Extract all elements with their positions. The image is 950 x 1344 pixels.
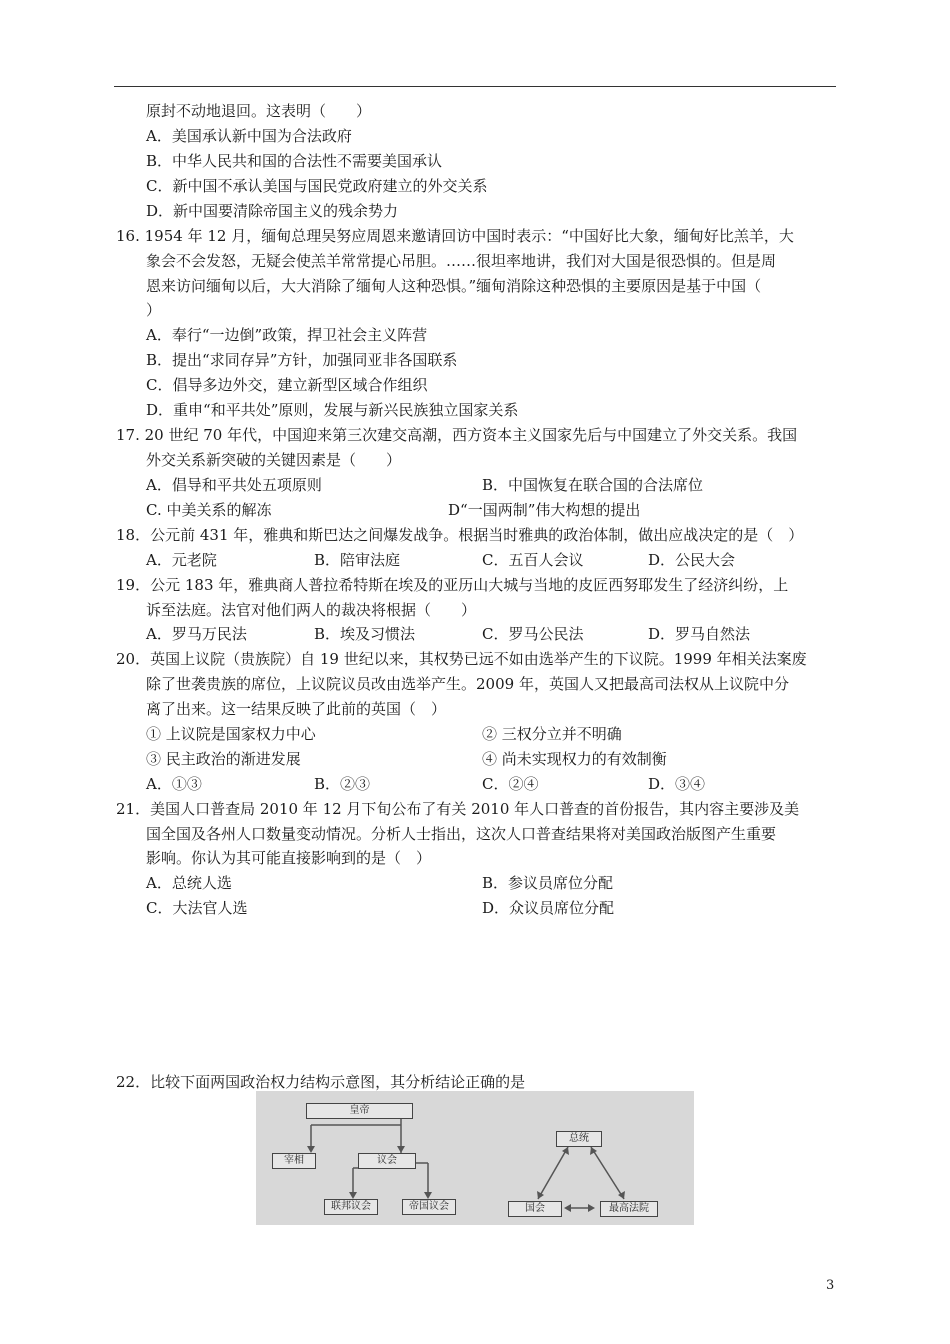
q15-stem: 原封不动地退回。这表明（ ）	[146, 102, 372, 120]
q16-stem-1: 16. 1954 年 12 月，缅甸总理吴努应周恩来邀请回访中国时表示：“中国好比大象，缅甸好比羔羊，大	[116, 227, 794, 245]
q21-option-c: C．大法官人选	[146, 899, 248, 917]
q21-stem-2: 国全国及各州人口数量变动情况。分析人士指出，这次人口普查结果将对美国政治版图产生重要	[146, 825, 777, 843]
q18-option-b: B．陪审法庭	[314, 551, 401, 569]
q19-option-b: B．埃及习惯法	[314, 625, 416, 643]
q16-stem-3: 恩来访问缅甸以后，大大消除了缅甸人这种恐惧。”缅甸消除这种恐惧的主要原因是基于中国（	[146, 277, 762, 295]
q17-option-b: B．中国恢复在联合国的合法席位	[482, 476, 704, 494]
q17-stem-1: 17. 20 世纪 70 年代，中国迎来第三次建交高潮，西方资本主义国家先后与中国建立了外交关系。我国	[116, 426, 798, 444]
q22-stem: 22．比较下面两国政治权力结构示意图，其分析结论正确的是	[116, 1073, 526, 1091]
q16-option-c: C．倡导多边外交，建立新型区域合作组织	[146, 376, 428, 394]
power-structure-diagram	[256, 1091, 694, 1225]
q18-option-c: C．五百人会议	[482, 551, 584, 569]
q20-statement-4: ④ 尚未实现权力的有效制衡	[482, 750, 667, 768]
q15-option-c: C．新中国不承认美国与国民党政府建立的外交关系	[146, 177, 488, 195]
president-box: 总统	[556, 1131, 602, 1147]
q19-stem-1: 19．公元 183 年，雅典商人普拉希特斯在埃及的亚历山大城与当地的皮匠西努耶发生了经济纠纷，上	[116, 576, 789, 594]
q20-statement-3: ③ 民主政治的渐进发展	[146, 750, 301, 768]
q17-option-c: C. 中美关系的解冻	[146, 501, 272, 519]
q19-option-d: D．罗马自然法	[648, 625, 751, 643]
q21-option-a: A．总统人选	[146, 874, 232, 892]
q19-stem-2: 诉至法庭。法官对他们两人的裁决将根据（ ）	[146, 601, 477, 619]
q16-stem-4: ）	[146, 301, 162, 319]
q20-stem-2: 除了世袭贵族的席位，上议院议员改由选举产生。2009 年，英国人又把最高司法权从上议院中分	[146, 675, 789, 693]
q21-option-b: B．参议员席位分配	[482, 874, 614, 892]
q15-option-a: A．美国承认新中国为合法政府	[146, 127, 352, 145]
q16-option-a: A．奉行“一边倒”政策，捍卫社会主义阵营	[146, 326, 428, 344]
q17-option-a: A．倡导和平共处五项原则	[146, 476, 322, 494]
q17-option-d: D“一国两制”伟大构想的提出	[448, 501, 641, 519]
q19-option-c: C．罗马公民法	[482, 625, 584, 643]
q21-option-d: D．众议员席位分配	[482, 899, 615, 917]
q19-option-a: A．罗马万民法	[146, 625, 247, 643]
q20-stem-1: 20．英国上议院（贵族院）自 19 世纪以来，其权势已远不如由选举产生的下议院。1999 年相关法案废	[116, 650, 807, 668]
q16-option-d: D．重申“和平共处”原则，发展与新兴民族独立国家关系	[146, 401, 519, 419]
congress-box: 国会	[508, 1201, 562, 1217]
q20-option-d: D．③④	[648, 775, 706, 793]
q20-stem-3: 离了出来。这一结果反映了此前的英国（ ）	[146, 700, 447, 718]
q16-option-b: B．提出“求同存异”方针，加强同亚非各国联系	[146, 351, 458, 369]
q17-stem-2: 外交关系新突破的关键因素是（ ）	[146, 451, 402, 469]
q16-stem-2: 象会不会发怒，无疑会使羔羊常常提心吊胆。……很坦率地讲，我们对大国是很恐惧的。但是周	[146, 252, 777, 270]
q18-option-a: A．元老院	[146, 551, 217, 569]
header-rule	[114, 86, 836, 87]
q15-option-d: D．新中国要清除帝国主义的残余势力	[146, 202, 399, 220]
imperial-diet-box: 帝国议会	[402, 1199, 456, 1215]
chancellor-box: 宰相	[272, 1153, 316, 1169]
q21-stem-3: 影响。你认为其可能直接影响到的是（ ）	[146, 849, 432, 867]
q21-stem-1: 21．美国人口普查局 2010 年 12 月下旬公布了有关 2010 年人口普查的首份报告，其内容主要涉及美	[116, 800, 800, 818]
q20-option-b: B．②③	[314, 775, 371, 793]
emperor-box: 皇帝	[306, 1103, 413, 1119]
q20-option-c: C．②④	[482, 775, 539, 793]
q15-option-b: B．中华人民共和国的合法性不需要美国承认	[146, 152, 443, 170]
q20-statement-2: ② 三权分立并不明确	[482, 725, 622, 743]
federal-council-box: 联邦议会	[324, 1199, 378, 1215]
q18-option-d: D．公民大会	[648, 551, 736, 569]
parliament-box: 议会	[358, 1153, 416, 1169]
q20-statement-1: ① 上议院是国家权力中心	[146, 725, 316, 743]
supreme-court-box: 最高法院	[600, 1201, 658, 1217]
q20-option-a: A．①③	[146, 775, 202, 793]
q18-stem: 18．公元前 431 年，雅典和斯巴达之间爆发战争。根据当时雅典的政治体制，做出应战决定的是（ ）	[116, 526, 804, 544]
page-number: 3	[826, 1278, 835, 1293]
